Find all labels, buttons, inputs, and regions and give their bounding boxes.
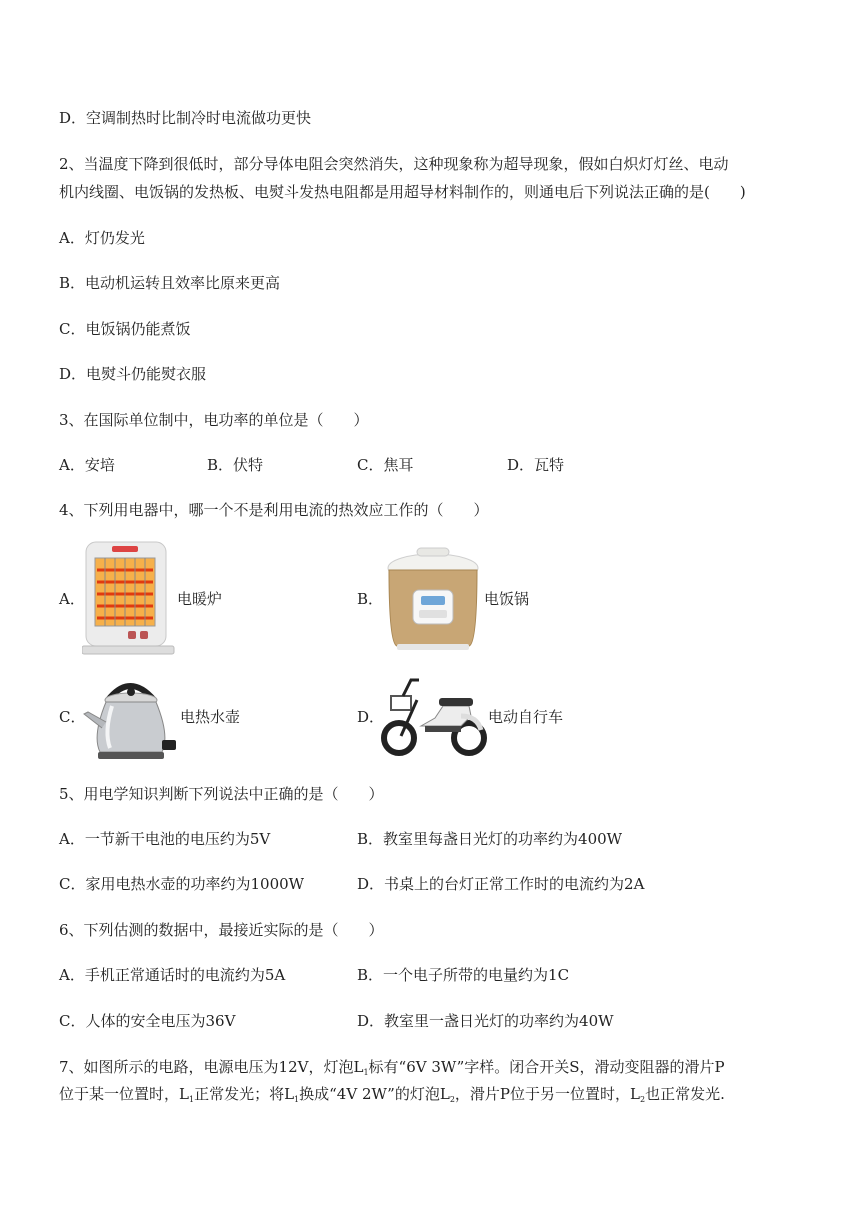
electric-heater-image: [82, 540, 176, 655]
q3-option-b: B．伏特: [207, 456, 264, 474]
q7-stem-line1: 7、如图所示的电路，电源电压为12V，灯泡$L_1$标有“6V 3W”字样。闭合开关S，滑动变阻器的滑片P: [59, 1058, 725, 1077]
q5-option-a: A．一节新干电池的电压约为5V: [59, 830, 271, 848]
q4-stem: 4、下列用电器中，哪一个不是利用电流的热效应工作的（ ）: [59, 501, 489, 519]
electric-kettle-image: [82, 676, 179, 762]
q5-option-d: D．书桌上的台灯正常工作时的电流约为2A: [357, 875, 645, 893]
q6-option-b: B．一个电子所带的电量约为1C: [357, 966, 570, 984]
q6-stem: 6、下列估测的数据中，最接近实际的是（ ）: [59, 921, 384, 939]
q2-option-c: C．电饭锅仍能煮饭: [59, 320, 191, 338]
q3-option-c: C．焦耳: [357, 456, 414, 474]
q5-option-c: C．家用电热水壶的功率约为1000W: [59, 875, 305, 893]
q4-option-a-letter: A．: [59, 590, 85, 608]
q2-stem-line2: 机内线圈、电饭锅的发热板、电熨斗发热电阻都是用超导材料制作的，则通电后下列说法正确的是( ): [59, 183, 746, 201]
q2-stem-line1: 2、当温度下降到很低时，部分导体电阻会突然消失，这种现象称为超导现象，假如白炽灯灯丝、电动: [59, 155, 729, 173]
q6-option-c: C．人体的安全电压为36V: [59, 1012, 236, 1030]
q2-option-a: A．灯仍发光: [59, 229, 145, 247]
q4-option-c-letter: C．: [59, 708, 86, 726]
q3-option-d: D．瓦特: [507, 456, 565, 474]
q2-option-d: D．电熨斗仍能熨衣服: [59, 365, 207, 383]
q2-option-b: B．电动机运转且效率比原来更高: [59, 274, 281, 292]
q4-option-d-text: 电动自行车: [488, 708, 564, 726]
q4-option-a-text: 电暖炉: [177, 590, 223, 608]
q6-option-d: D．教室里一盏日光灯的功率约为40W: [357, 1012, 614, 1030]
q4-option-b-text: 电饭锅: [484, 590, 530, 608]
q3-stem: 3、在国际单位制中，电功率的单位是（ ）: [59, 411, 369, 429]
q4-option-b-letter: B．: [357, 590, 384, 608]
electric-bicycle-image: [381, 676, 487, 758]
q5-option-b: B．教室里每盏日光灯的功率约为400W: [357, 830, 623, 848]
q5-stem: 5、用电学知识判断下列说法中正确的是（ ）: [59, 785, 384, 803]
rice-cooker-image: [383, 546, 483, 654]
q4-option-c-text: 电热水壶: [180, 708, 241, 726]
q3-option-a: A．安培: [59, 456, 115, 474]
q6-option-a: A．手机正常通话时的电流约为5A: [59, 966, 286, 984]
q7-stem-line2: 位于某一位置时，$L_1$正常发光；将$L_1$换成“4V 2W”的灯泡$L_2$，滑片P位于另一位置时，$L_2$也正常发光.: [59, 1085, 725, 1104]
q4-option-d-letter: D．: [357, 708, 385, 726]
q1-option-d: D．空调制热时比制冷时电流做功更快: [59, 109, 312, 127]
